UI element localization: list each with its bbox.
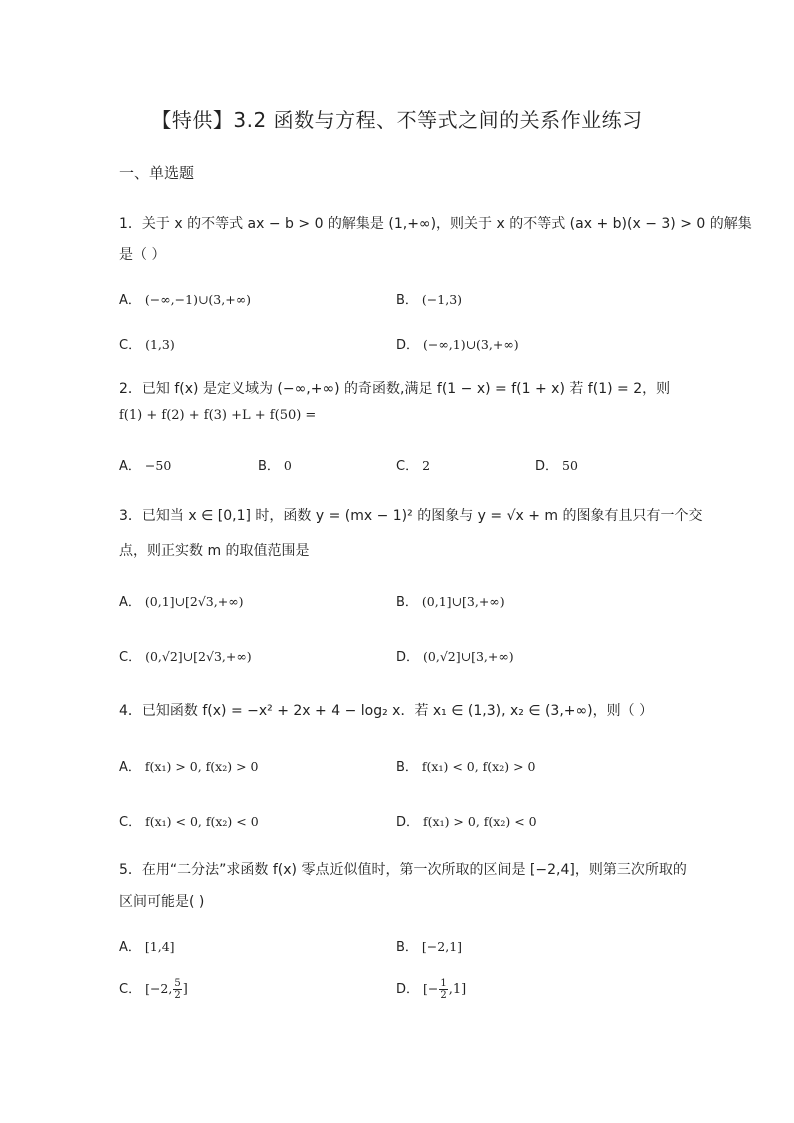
section-heading: 一、单选题 <box>119 164 195 182</box>
q3-option-c[interactable]: C． (0,√2]∪[2√3,+∞) <box>119 649 252 665</box>
question-3-line-1 <box>119 505 703 525</box>
question-1-line-2: 是（ ） <box>119 247 166 263</box>
q3-option-b[interactable]: B． (0,1]∪[3,+∞) <box>396 594 505 610</box>
question-3-line-2: 点，则正实数 m 的取值范围是 <box>119 543 310 559</box>
q5-option-d[interactable]: D． [− $\frac{1}{2}$ ,1] <box>396 978 467 1001</box>
q2-option-c[interactable]: C． 2 <box>396 458 431 474</box>
q3-option-d[interactable]: D． (0,√2]∪[3,+∞) <box>396 649 514 665</box>
page-title: 【特供】3.2 函数与方程、不等式之间的关系作业练习 <box>151 108 643 132</box>
question-1-line-1 <box>119 213 752 233</box>
q4-option-a[interactable]: A． f(x₁) > 0, f(x₂) > 0 <box>119 759 259 775</box>
question-number: 5． <box>119 862 142 878</box>
fraction: $\frac{1}{2}$ <box>440 978 447 1001</box>
question-number: 1． <box>119 216 142 232</box>
q2-option-b[interactable]: B． 0 <box>258 458 292 474</box>
question-5-line-2: 区间可能是( ) <box>119 894 205 910</box>
q4-option-c[interactable]: C． f(x₁) < 0, f(x₂) < 0 <box>119 814 259 830</box>
question-2-line-1 <box>119 378 670 398</box>
question-2-line-2: f(1) + f(2) + f(3) +L + f(50) = <box>119 408 317 423</box>
question-number: 3． <box>119 508 142 524</box>
question-text: 在用“二分法”求函数 f(x) 零点近似值时，第一次所取的区间是 [−2,4]，则第三次所取的 <box>141 862 687 878</box>
q1-option-b[interactable]: B． (−1,3) <box>396 292 463 308</box>
question-4-line-1 <box>119 700 653 720</box>
fraction: $\frac{5}{2}$ <box>174 978 181 1001</box>
question-number: 2． <box>119 381 142 397</box>
question-text: 关于 x 的不等式 ax − b > 0 的解集是 (1,+∞)，则关于 x 的不等式 (ax + b)(x − 3) > 0 的解集 <box>141 216 752 232</box>
q3-option-a[interactable]: A． (0,1]∪[2√3,+∞) <box>119 594 244 610</box>
q5-option-a[interactable]: A． [1,4] <box>119 939 175 955</box>
question-text: 已知 f(x) 是定义域为 (−∞,+∞) 的奇函数,满足 f(1 − x) = f(1 + x) 若 f(1) = 2，则 <box>141 381 671 397</box>
q2-option-d[interactable]: D． 50 <box>535 458 578 474</box>
question-5-line-1 <box>119 859 687 879</box>
q4-option-b[interactable]: B． f(x₁) < 0, f(x₂) > 0 <box>396 759 536 775</box>
question-number: 4． <box>119 703 142 719</box>
q1-option-c[interactable]: C． (1,3) <box>119 337 175 353</box>
q1-option-d[interactable]: D． (−∞,1)∪(3,+∞) <box>396 337 519 353</box>
question-text: 已知当 x ∈ [0,1] 时，函数 y = (mx − 1)² 的图象与 y = √x + m 的图象有且只有一个交 <box>141 508 703 524</box>
q2-option-a[interactable]: A． −50 <box>119 458 172 474</box>
q5-option-c[interactable]: C． [−2, $\frac{5}{2}$ ] <box>119 978 188 1001</box>
question-text: 已知函数 f(x) = −x² + 2x + 4 − log₂ x．若 x₁ ∈ (1,3), x₂ ∈ (3,+∞)，则（ ） <box>141 703 654 719</box>
q5-option-b[interactable]: B． [−2,1] <box>396 939 463 955</box>
q4-option-d[interactable]: D． f(x₁) > 0, f(x₂) < 0 <box>396 814 537 830</box>
q1-option-a[interactable]: A． (−∞,−1)∪(3,+∞) <box>119 292 251 308</box>
